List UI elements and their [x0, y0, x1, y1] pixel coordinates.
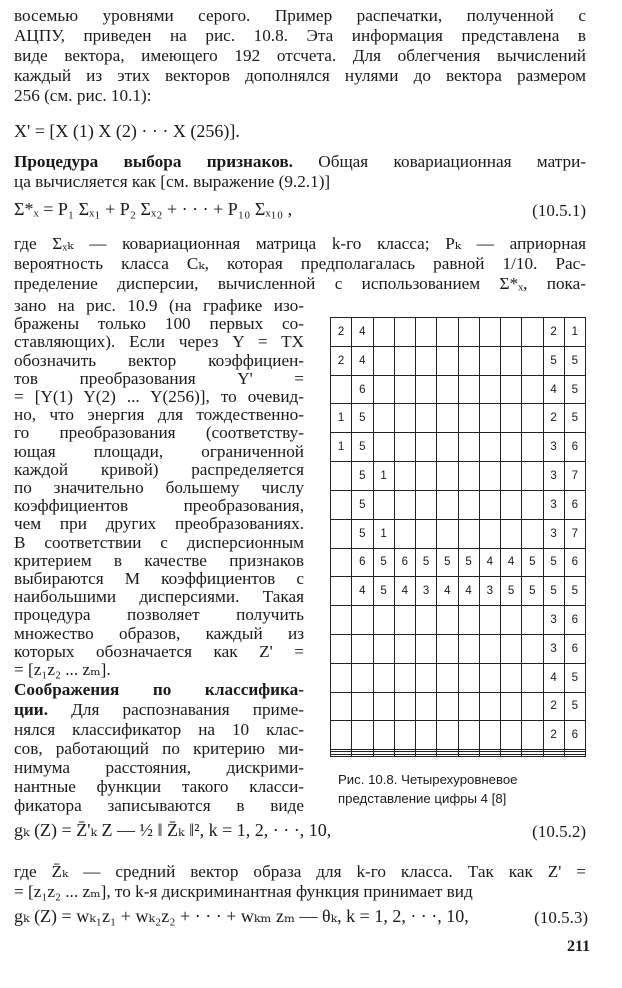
line-mid-2: пределение дисперсии, вычисленной с использованием Σ*ₓ, пока- — [14, 274, 586, 293]
grid-cell — [373, 433, 394, 462]
grid-cell — [394, 663, 415, 692]
narrow2-line-2: нимума расстояния, дискрими- — [14, 758, 304, 777]
section-heading-classification: Соображения по классифика- — [14, 680, 304, 699]
line-top-2: виде вектора, имеющего 192 отсчета. Для облегчения вычислений — [14, 46, 586, 65]
grid-cell — [458, 634, 479, 663]
grid-cell — [479, 692, 500, 721]
grid-cell — [501, 375, 522, 404]
grid-cell — [522, 404, 543, 433]
grid-cell — [416, 606, 437, 635]
grid-cell: 2 — [543, 692, 564, 721]
narrow-line-9: каждой кривой) распределяется — [14, 459, 304, 479]
grid-cell: 6 — [564, 490, 585, 519]
grid-cell — [479, 375, 500, 404]
grid-cell — [522, 692, 543, 721]
grid-row — [331, 721, 586, 750]
grid-cell — [394, 318, 415, 347]
grid-cell — [458, 433, 479, 462]
grid-cell — [522, 462, 543, 491]
narrow-line-8: ющая площади, ограниченной — [14, 441, 304, 461]
grid-cell — [522, 490, 543, 519]
grid-cell — [437, 318, 458, 347]
line-bottom-1: где Z̄ₖ — средний вектор образа для k-го класса. Так как Z' = — [14, 862, 586, 881]
grid-cell — [373, 721, 394, 750]
grid-cell: 3 — [543, 433, 564, 462]
grid-cell — [501, 634, 522, 663]
section-classification — [14, 680, 304, 700]
grid-cell — [373, 318, 394, 347]
grid-row — [331, 754, 586, 756]
grid-cell — [416, 375, 437, 404]
grid-cell — [331, 375, 352, 404]
grid-cell: 5 — [564, 404, 585, 433]
grid-cell — [522, 663, 543, 692]
equation-10-5-1: Σ*ₓ = P₁ Σₓ₁ + P₂ Σₓ₂ + · · · + P₁₀ Σₓ₁₀ , — [14, 199, 293, 219]
grid-cell — [501, 606, 522, 635]
equation-10-5-2: gₖ (Z) = Z̄'ₖ Z — ½ ‖ Z̄ₖ ‖², k = 1, 2, · · ·, 10, — [14, 820, 332, 840]
grid-cell: 6 — [564, 634, 585, 663]
grid-cell: 5 — [564, 346, 585, 375]
grid-cell: 5 — [352, 490, 373, 519]
grid-cell: 6 — [564, 433, 585, 462]
grid-cell — [522, 375, 543, 404]
grid-cell — [437, 721, 458, 750]
grid-cell — [479, 519, 500, 548]
grid-cell — [331, 692, 352, 721]
grid-cell: 3 — [543, 462, 564, 491]
grid-cell: 5 — [564, 663, 585, 692]
grid-cell — [373, 490, 394, 519]
grid-cell — [501, 346, 522, 375]
grid-cell: 5 — [437, 548, 458, 577]
grid-cell: 3 — [543, 606, 564, 635]
grid-cell: 5 — [352, 519, 373, 548]
grid-cell — [501, 519, 522, 548]
grid-row — [331, 577, 586, 606]
narrow-line-14: критерием в качестве признаков — [14, 550, 304, 570]
grid-cell — [437, 462, 458, 491]
grid-cell — [416, 634, 437, 663]
grid-cell — [331, 548, 352, 577]
equation-10-5-3: gₖ (Z) = wₖ₁z₁ + wₖ₂z₂ + · · · + wₖₘ zₘ — θₖ, k = 1, 2, · · ·, 10, — [14, 906, 469, 926]
grid-cell: 4 — [501, 548, 522, 577]
grid-cell — [522, 634, 543, 663]
grid-cell: 4 — [437, 577, 458, 606]
grid-cell — [501, 721, 522, 750]
grid-cell — [437, 692, 458, 721]
grid-cell — [501, 462, 522, 491]
grid-cell — [501, 433, 522, 462]
grid-cell — [331, 754, 352, 756]
grid-cell — [437, 634, 458, 663]
grid-cell — [394, 721, 415, 750]
grid-row — [331, 490, 586, 519]
grid-cell: 6 — [564, 606, 585, 635]
grid-cell: 4 — [543, 663, 564, 692]
page-number: 211 — [567, 938, 591, 955]
grid-cell — [331, 634, 352, 663]
grid-cell — [501, 754, 522, 756]
grid-cell — [352, 634, 373, 663]
grid-cell — [479, 462, 500, 491]
grid-cell: 7 — [564, 462, 585, 491]
narrow2-line-3: нантные функции такого класси- — [14, 777, 304, 796]
grid-cell — [416, 404, 437, 433]
grid-cell — [437, 663, 458, 692]
grid-cell — [416, 318, 437, 347]
narrow-line-18: множество образов, каждый из — [14, 623, 304, 643]
grid-cell: 5 — [458, 548, 479, 577]
grid-cell — [373, 663, 394, 692]
grid-cell — [437, 346, 458, 375]
grid-cell: 1 — [331, 433, 352, 462]
grid-cell — [416, 519, 437, 548]
grid-cell — [458, 346, 479, 375]
grid-cell — [479, 663, 500, 692]
grid-cell — [479, 490, 500, 519]
line-bottom-2: = [z₁z₂ ... zₘ], то k-я дискриминантная функция принимает вид — [14, 882, 473, 901]
narrow-line-5: = [Y(1) Y(2) ... Y(256)], то очевид- — [14, 387, 304, 406]
narrow-line-3: обозначить вектор коэффициен- — [14, 350, 304, 370]
grid-cell — [352, 754, 373, 756]
grid-cell: 3 — [543, 490, 564, 519]
section-intro-text: Общая ковариационная матри- — [292, 152, 586, 171]
grid-cell: 1 — [564, 318, 585, 347]
grid-cell: 5 — [501, 577, 522, 606]
grid-cell: 7 — [564, 519, 585, 548]
grid-cell — [373, 634, 394, 663]
grid-cell — [437, 490, 458, 519]
grid-cell — [352, 692, 373, 721]
grid-cell — [437, 404, 458, 433]
grid-cell: 2 — [543, 318, 564, 347]
grid-row — [331, 519, 586, 548]
grid-cell — [352, 663, 373, 692]
grid-cell — [479, 404, 500, 433]
grid-cell — [543, 754, 564, 756]
section-heading-classification-cont: ции. — [14, 700, 49, 719]
grid-cell — [394, 490, 415, 519]
digit-grid-figure — [330, 317, 586, 757]
grid-cell — [394, 346, 415, 375]
grid-cell — [331, 577, 352, 606]
grid-cell — [564, 754, 585, 756]
grid-cell — [458, 404, 479, 433]
equation-number-10-5-2: (10.5.2) — [532, 822, 586, 841]
grid-cell — [373, 606, 394, 635]
grid-cell: 6 — [564, 548, 585, 577]
grid-cell — [479, 606, 500, 635]
grid-cell — [394, 404, 415, 433]
narrow-line-0: зано на рис. 10.9 (на графике изо- — [14, 296, 304, 315]
grid-row — [331, 634, 586, 663]
grid-cell: 2 — [543, 404, 564, 433]
narrow-line-15: выбираются M коэффициентов с — [14, 569, 304, 588]
equation-number-10-5-1: (10.5.1) — [532, 201, 586, 220]
narrow-line-16: наибольшими дисперсиями. Такая — [14, 587, 304, 607]
grid-cell — [458, 663, 479, 692]
grid-row — [331, 404, 586, 433]
grid-cell — [373, 346, 394, 375]
grid-cell — [458, 754, 479, 756]
narrow2-line-0: нялся классификатор на 10 клас- — [14, 720, 304, 739]
grid-cell: 3 — [479, 577, 500, 606]
grid-cell — [501, 490, 522, 519]
grid-cell — [458, 375, 479, 404]
grid-cell — [437, 606, 458, 635]
grid-cell: 4 — [479, 548, 500, 577]
narrow-line-11: коэффициентов преобразования, — [14, 496, 304, 516]
narrow-line-6: но, что энергия для тождественно- — [14, 405, 304, 425]
grid-cell: 5 — [373, 548, 394, 577]
grid-cell — [416, 490, 437, 519]
grid-row — [331, 433, 586, 462]
grid-cell: 4 — [352, 346, 373, 375]
grid-cell — [458, 519, 479, 548]
grid-cell: 6 — [352, 548, 373, 577]
section-classification-line2 — [14, 700, 304, 720]
line-top-1: АЦПУ, приведен на рис. 10.8. Эта информация представлена в — [14, 26, 586, 45]
grid-cell — [458, 462, 479, 491]
grid-cell — [522, 721, 543, 750]
grid-cell — [437, 375, 458, 404]
grid-cell — [394, 634, 415, 663]
grid-cell — [416, 721, 437, 750]
equation-x-vector: X' = [X (1) X (2) · · · X (256)]. — [14, 121, 240, 141]
grid-cell — [522, 318, 543, 347]
grid-cell — [479, 754, 500, 756]
grid-cell — [373, 375, 394, 404]
grid-cell — [394, 375, 415, 404]
grid-cell — [352, 721, 373, 750]
grid-cell — [373, 404, 394, 433]
grid-cell — [331, 519, 352, 548]
grid-cell: 2 — [331, 318, 352, 347]
grid-cell — [501, 404, 522, 433]
grid-cell — [416, 663, 437, 692]
grid-cell — [522, 606, 543, 635]
grid-cell — [416, 346, 437, 375]
grid-cell: 3 — [416, 577, 437, 606]
grid-cell: 2 — [543, 721, 564, 750]
grid-cell — [352, 606, 373, 635]
grid-cell — [479, 634, 500, 663]
grid-cell — [458, 318, 479, 347]
grid-cell — [394, 692, 415, 721]
grid-cell — [501, 318, 522, 347]
grid-cell — [479, 318, 500, 347]
grid-row — [331, 462, 586, 491]
grid-row — [331, 606, 586, 635]
grid-cell — [394, 433, 415, 462]
grid-cell — [458, 606, 479, 635]
classification-text: Для распознавания приме- — [48, 700, 304, 719]
grid-cell: 5 — [543, 548, 564, 577]
narrow-line-10: по значительно большему числу — [14, 478, 304, 497]
grid-cell — [331, 462, 352, 491]
grid-cell — [437, 433, 458, 462]
grid-cell: 6 — [564, 721, 585, 750]
grid-cell: 2 — [331, 346, 352, 375]
narrow-line-13: В соответствии с дисперсионным — [14, 532, 304, 552]
grid-cell: 5 — [522, 548, 543, 577]
grid-cell — [437, 754, 458, 756]
grid-cell: 5 — [352, 404, 373, 433]
grid-cell — [522, 346, 543, 375]
grid-cell: 4 — [352, 577, 373, 606]
grid-row — [331, 548, 586, 577]
grid-cell — [501, 663, 522, 692]
grid-cell — [458, 692, 479, 721]
grid-cell — [416, 433, 437, 462]
grid-cell — [394, 519, 415, 548]
grid-cell — [522, 519, 543, 548]
narrow-line-4: тов преобразования Y' = — [14, 368, 304, 388]
grid-row — [331, 663, 586, 692]
grid-row — [331, 375, 586, 404]
grid-cell — [331, 490, 352, 519]
line-top-4: 256 (см. рис. 10.1): — [14, 86, 152, 105]
narrow-line-19: которых обозначается как Z' = — [14, 641, 304, 661]
grid-cell — [331, 663, 352, 692]
grid-cell: 4 — [543, 375, 564, 404]
narrow-line-20: = [z₁z₂ ... zₘ]. — [14, 660, 111, 679]
grid-cell — [394, 462, 415, 491]
line-top-3: каждый из этих векторов дополнялся нулями до вектора размером — [14, 66, 586, 85]
grid-cell: 1 — [331, 404, 352, 433]
line-mid-1: вероятность класса Cₖ, которая предполагалась равной 1/10. Рас- — [14, 254, 586, 273]
grid-cell — [416, 462, 437, 491]
grid-cell — [458, 490, 479, 519]
narrow-line-2: ставляющих). Если через Y = TX — [14, 332, 304, 352]
grid-cell — [479, 346, 500, 375]
grid-cell: 5 — [564, 375, 585, 404]
grid-cell: 5 — [352, 462, 373, 491]
grid-cell: 6 — [352, 375, 373, 404]
grid-cell — [458, 721, 479, 750]
grid-cell: 5 — [522, 577, 543, 606]
figure-caption: Рис. 10.8. Четырехуровневое представление цифры 4 [8] — [338, 772, 518, 806]
section-heading-feature-selection: Процедура выбора признаков. — [14, 152, 293, 171]
digit-grid-table — [330, 317, 586, 757]
grid-cell: 5 — [416, 548, 437, 577]
grid-cell — [416, 692, 437, 721]
grid-cell: 5 — [564, 692, 585, 721]
equation-number-10-5-3: (10.5.3) — [534, 908, 588, 927]
grid-row — [331, 346, 586, 375]
grid-row — [331, 318, 586, 347]
grid-cell: 5 — [373, 577, 394, 606]
grid-cell: 1 — [373, 462, 394, 491]
grid-cell: 4 — [458, 577, 479, 606]
line-proc-2: ца вычисляется как [см. выражение (9.2.1)] — [14, 172, 331, 191]
grid-cell — [394, 606, 415, 635]
section-feature-selection — [14, 152, 586, 172]
narrow-line-1: бражены только 100 первых со- — [14, 314, 304, 334]
grid-cell — [331, 606, 352, 635]
grid-cell — [394, 754, 415, 756]
grid-row — [331, 692, 586, 721]
narrow-line-12: чем при других преобразованиях. — [14, 514, 304, 534]
grid-cell: 3 — [543, 519, 564, 548]
grid-cell — [479, 433, 500, 462]
grid-cell — [437, 519, 458, 548]
grid-cell — [373, 692, 394, 721]
line-mid-0: где Σₓₖ — ковариационная матрица k-го класса; Pₖ — априорная — [14, 234, 586, 253]
grid-cell: 6 — [394, 548, 415, 577]
narrow2-line-1: сов, работающий по критерию ми- — [14, 739, 304, 758]
grid-cell — [501, 692, 522, 721]
grid-cell: 4 — [352, 318, 373, 347]
narrow-line-17: процедура позволяет получить — [14, 605, 304, 625]
grid-cell: 5 — [352, 433, 373, 462]
line-top-0: восемью уровнями серого. Пример распечатки, полученной с — [14, 6, 586, 25]
grid-cell: 5 — [543, 577, 564, 606]
grid-cell: 3 — [543, 634, 564, 663]
grid-cell — [373, 754, 394, 756]
grid-cell: 1 — [373, 519, 394, 548]
grid-cell — [416, 754, 437, 756]
grid-cell — [331, 721, 352, 750]
grid-cell: 4 — [394, 577, 415, 606]
grid-cell — [522, 433, 543, 462]
grid-cell — [522, 754, 543, 756]
narrow2-line-4: фикатора записываются в виде — [14, 796, 304, 815]
grid-cell: 5 — [543, 346, 564, 375]
grid-cell: 5 — [564, 577, 585, 606]
grid-cell — [479, 721, 500, 750]
narrow-line-7: го преобразования (соответству- — [14, 423, 304, 443]
